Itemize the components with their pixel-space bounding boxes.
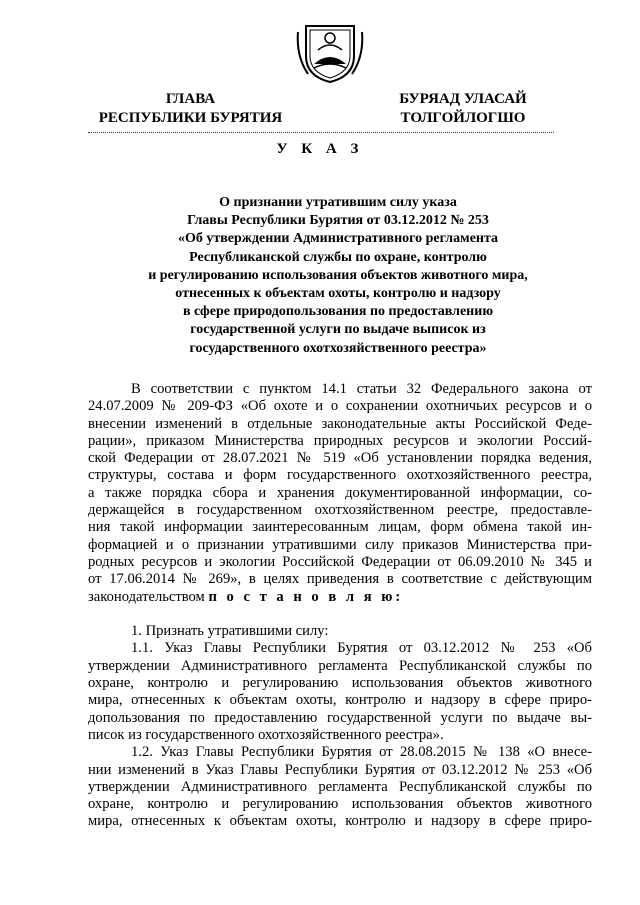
item-1-1-line: охране, контролю и регулированию использования объектов животного <box>88 675 592 692</box>
header-left-line2: РЕСПУБЛИКИ БУРЯТИЯ <box>98 110 283 126</box>
title-line: и регулированию использования объектов животного мира, <box>148 267 528 283</box>
item-1-2-line: 1.2. Указ Главы Республики Бурятия от 28.08.2015 № 138 «О внесе- <box>131 744 592 761</box>
header-divider <box>88 132 554 133</box>
preamble-line: В соответствии с пунктом 14.1 статьи 32 Федерального закона от <box>131 381 592 397</box>
document-title <box>88 194 588 358</box>
preamble-line: формацией и о признании утратившими силу приказов Министерства при- <box>88 536 592 553</box>
preamble-line: 24.07.2009 № 209-ФЗ «Об охоте и о сохранении охотничьих ресурсов и о <box>88 398 592 415</box>
title-line: государственной услуги по выдаче выписок из <box>190 322 486 338</box>
title-line: государственного охотхозяйственного реестра» <box>189 340 487 356</box>
item-1-1-line: мира, отнесенных к объектам охоты, контролю и надзору в сфере приро- <box>88 692 592 709</box>
document-body <box>88 381 592 831</box>
title-line: «Об утверждении Административного регламента <box>177 231 499 247</box>
preamble-line: ния такой информации заинтересованным лицам, форм обмена такой ин- <box>88 519 592 536</box>
title-line: Главы Республики Бурятия от 03.12.2012 № 253 <box>187 213 489 229</box>
title-line: отнесенных к объектам охоты, контролю и надзору <box>175 286 501 302</box>
header-left-line1: ГЛАВА <box>165 91 216 107</box>
item-1-2-paragraph <box>88 744 592 830</box>
preamble-line: структуры, состава и форм государственного охотхозяйственного реестра, <box>88 467 592 484</box>
decree-word: п о с т а н о в л я ю: <box>208 588 404 605</box>
preamble-line: а также порядка сбора и хранения документированной информации, со- <box>88 484 592 501</box>
header-right-line1: БУРЯАД УЛАСАЙ <box>399 91 527 107</box>
preamble-line: внесении изменений в отдельные законодательные акты Российской Феде- <box>88 415 592 432</box>
item-1-1-line: допользования по предоставлению государственной услуги по выдаче вы- <box>88 709 592 726</box>
item-1-2-line: нии изменений в Указ Главы Республики Бурятия от 03.12.2012 № 253 «Об <box>88 761 592 778</box>
preamble-line: ской Федерации от 28.07.2021 № 519 «Об установлении порядка ведения, <box>88 450 592 467</box>
paragraph-gap <box>88 606 592 623</box>
item-1-1-line: утверждении Административного регламента Республиканской службы по <box>88 657 592 674</box>
preamble-line: родных ресурсов и экологии Российской Федерации от 06.09.2010 № 345 и <box>88 553 592 570</box>
preamble-line: рации», приказом Министерства природных ресурсов и экологии Россий- <box>88 432 592 449</box>
title-line: в сфере природопользования по предоставлению <box>182 304 494 320</box>
preamble-last-prefix: законодательством <box>88 588 209 605</box>
item-1-2-line: утверждении Административного регламента Республиканской службы по <box>88 778 592 795</box>
item-1-1-line: 1.1. Указ Главы Республики Бурятия от 03.12.2012 № 253 «Об <box>131 640 592 657</box>
item-1-1-line: писок из государственного охотхозяйственного реестра». <box>88 726 444 743</box>
document-type: У К А З <box>276 141 364 157</box>
header-left <box>88 90 293 128</box>
header-right <box>383 90 543 128</box>
item-1-1-paragraph <box>88 640 592 744</box>
item-1-label: 1. Признать утратившими силу: <box>131 623 329 640</box>
title-line: О признании утратившим силу указа <box>219 195 457 210</box>
item-1-2-line: мира, отнесенных к объектам охоты, контролю и надзору в сфере приро- <box>88 813 592 830</box>
item-1-2-line: охране, контролю и регулированию использования объектов животного <box>88 796 592 813</box>
title-line: Республиканской службы по охране, контролю <box>189 249 487 265</box>
coat-of-arms-emblem <box>296 20 364 84</box>
preamble-line: держащейся в государственном охотхозяйственном реестре, предоставле- <box>88 502 592 519</box>
preamble-line: от 17.06.2014 № 269», в целях приведения в соответствие с действующим <box>88 571 592 588</box>
header-right-line2: ТОЛГОЙЛОГШО <box>400 110 526 126</box>
preamble-final-line <box>88 589 592 606</box>
preamble-paragraph <box>88 381 592 606</box>
